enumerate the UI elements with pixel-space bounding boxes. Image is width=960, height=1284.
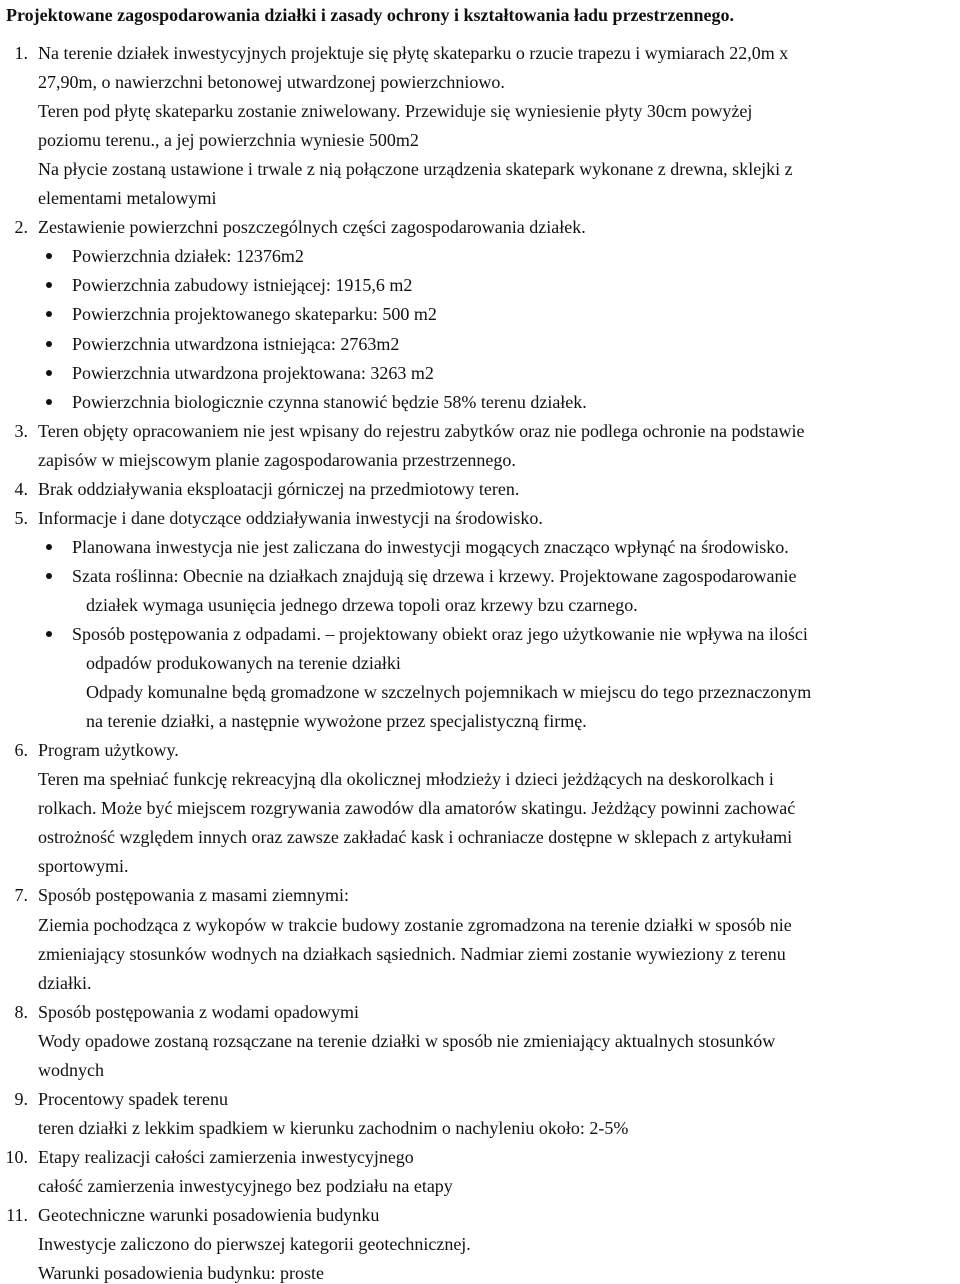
text-line: elementami metalowymi	[38, 188, 217, 209]
text-line: Na płycie zostaną ustawione i trwale z nią połączone urządzenia skatepark wykonane z drewna, sklejki z	[38, 159, 793, 180]
text-line: Szata roślinna: Obecnie na działkach znajdują się drzewa i krzewy. Projektowane zagospodarowanie	[72, 565, 797, 586]
bullet-icon	[46, 573, 52, 579]
bullet-icon	[46, 370, 52, 376]
text-line: 27,90m, o nawierzchni betonowej utwardzonej powierzchniowo.	[38, 72, 505, 93]
bullet-icon	[46, 544, 52, 550]
text-line: zmieniający stosunków wodnych na działkach sąsiednich. Nadmiar ziemi zostanie wywieziony z terenu	[38, 943, 786, 964]
list-number: 11.	[6, 1205, 28, 1225]
text-line: Brak oddziaływania eksploatacji górniczej na przedmiotowy teren.	[38, 478, 520, 499]
text-line: Teren ma spełniać funkcję rekreacyjną dla okolicznej młodzieży i dzieci jeżdżących na deskorolkach i	[38, 769, 774, 790]
text-line: działek wymaga usunięcia jednego drzewa topoli oraz krzewy bzu czarnego.	[86, 594, 638, 615]
text-line: Warunki posadowienia budynku: proste	[38, 1263, 324, 1284]
list-number: 1.	[14, 43, 28, 63]
text-line: Wody opadowe zostaną rozsączane na terenie działki w sposób nie zmieniający aktualnych stosunków	[38, 1030, 776, 1051]
text-line: Teren objęty opracowaniem nie jest wpisany do rejestru zabytków oraz nie podlega ochronie na podstawie	[38, 420, 805, 441]
text-line: działki.	[38, 972, 92, 993]
text-line: odpadów produkowanych na terenie działki	[86, 653, 401, 674]
text-line: Planowana inwestycja nie jest zaliczana do inwestycji mogących znacząco wpłynąć na środowisko.	[72, 536, 789, 557]
bullet-icon	[46, 341, 52, 347]
list-number: 5.	[14, 507, 28, 528]
bullet-icon	[46, 631, 52, 637]
list-number: 4.	[14, 478, 28, 499]
list-number: 2.	[14, 217, 28, 238]
bullet-icon	[46, 399, 52, 405]
text-line: Sposób postępowania z odpadami. – projektowany obiekt oraz jego użytkowanie nie wpływa na ilości	[72, 624, 808, 644]
list-number: 10.	[5, 1146, 28, 1167]
text-line: Etapy realizacji całości zamierzenia inwestycyjnego	[38, 1146, 414, 1167]
list-number: 9.	[14, 1088, 28, 1109]
text-line: Inwestycje zaliczono do pierwszej kategorii geotechnicznej.	[38, 1234, 471, 1255]
text-line: Powierzchnia działek: 12376m2	[72, 246, 304, 267]
text-line: Powierzchnia zabudowy istniejącej: 1915,6 m2	[72, 275, 413, 296]
text-line: teren działki z lekkim spadkiem w kierunku zachodnim o nachyleniu około: 2-5%	[38, 1117, 629, 1138]
text-line: sportowymi.	[38, 856, 129, 877]
list-number: 8.	[14, 1001, 28, 1022]
text-line: ostrożność względem innych oraz zawsze zakładać kask i ochraniacze dostępne w sklepach z artykułami	[38, 827, 793, 848]
bullet-icon	[46, 311, 52, 317]
text-line: Zestawienie powierzchni poszczególnych części zagospodarowania działek.	[38, 217, 586, 238]
text-line: Sposób postępowania z masami ziemnymi:	[38, 885, 349, 906]
list-number: 6.	[14, 740, 28, 761]
text-line: zapisów w miejscowym planie zagospodarowania przestrzennego.	[38, 449, 516, 470]
text-line: Sposób postępowania z wodami opadowymi	[38, 1001, 359, 1022]
list-number: 3.	[14, 420, 28, 441]
text-line: Powierzchnia utwardzona istniejąca: 2763m2	[72, 333, 400, 354]
text-line: całość zamierzenia inwestycyjnego bez podziału na etapy	[38, 1175, 453, 1196]
text-line: Procentowy spadek terenu	[38, 1088, 228, 1109]
text-line: na terenie działki, a następnie wywożone przez specjalistyczną firmę.	[86, 711, 587, 732]
text-line: Informacje i dane dotyczące oddziaływania inwestycji na środowisko.	[38, 507, 543, 528]
text-line: wodnych	[38, 1059, 104, 1080]
text-line: Powierzchnia utwardzona projektowana: 3263 m2	[72, 362, 434, 383]
document-title: Projektowane zagospodarowania działki i zasady ochrony i kształtowania ładu przestrzennego.	[6, 5, 735, 25]
text-line: Na terenie działek inwestycyjnych projektuje się płytę skateparku o rzucie trapezu i wymiarach 22,0m x	[38, 43, 789, 63]
text-line: Powierzchnia biologicznie czynna stanowić będzie 58% terenu działek.	[72, 391, 587, 412]
text-line: Teren pod płytę skateparku zostanie zniwelowany. Przewiduje się wyniesienie płyty 30cm powyżej	[38, 101, 753, 122]
text-line: rolkach. Może być miejscem rozgrywania zawodów dla amatorów skatingu. Jeżdżący powinni zachować	[38, 798, 796, 819]
text-line: poziomu terenu., a jej powierzchnia wyniesie 500m2	[38, 130, 419, 151]
list-number: 7.	[14, 885, 28, 906]
text-line: Program użytkowy.	[38, 740, 179, 761]
text-line: Geotechniczne warunki posadowienia budynku	[38, 1205, 380, 1225]
text-line: Powierzchnia projektowanego skateparku: 500 m2	[72, 304, 437, 325]
bullet-icon	[46, 282, 52, 288]
bullet-icon	[46, 253, 52, 259]
text-line: Ziemia pochodząca z wykopów w trakcie budowy zostanie zgromadzona na terenie działki w sposób nie	[38, 914, 792, 935]
text-line: Odpady komunalne będą gromadzone w szczelnych pojemnikach w miejscu do tego przeznaczonym	[86, 682, 812, 703]
